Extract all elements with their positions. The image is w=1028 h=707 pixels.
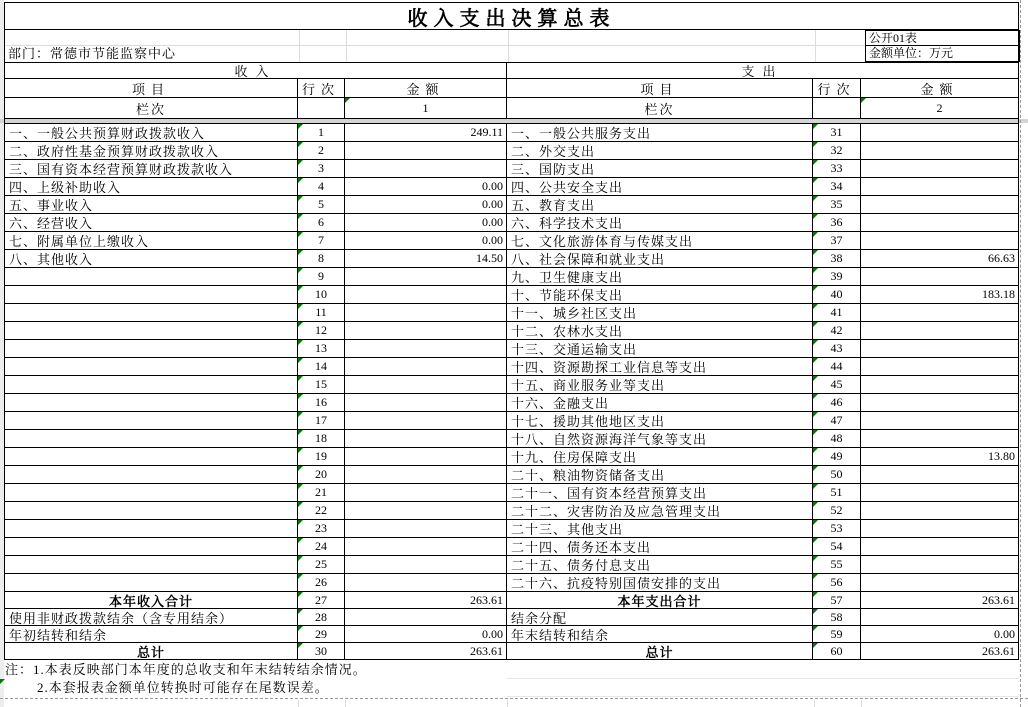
comment-marker-icon: [0, 679, 5, 684]
income-item-header: 项目: [5, 79, 298, 98]
expenditure-item-cell: 四、公共安全支出: [507, 178, 813, 196]
expenditure-column-index-empty: [813, 98, 861, 119]
expenditure-amount-cell: [861, 178, 1018, 196]
gridline: [298, 700, 299, 707]
expenditure-item-header: 项目: [507, 79, 813, 98]
income-amount-cell: [345, 358, 507, 376]
expenditure-line-cell: 54: [813, 538, 861, 556]
gridline: [345, 700, 346, 707]
income-amount-cell: 0.00: [345, 214, 507, 232]
expenditure-item-cell: 二十六、抗疫特别国债安排的支出: [507, 574, 813, 592]
expenditure-line-cell: 43: [813, 340, 861, 358]
income-amount-cell: 263.61: [345, 592, 507, 609]
expenditure-column-index-label: 栏次: [507, 98, 813, 119]
expenditure-item-cell: 十六、金融支出: [507, 394, 813, 412]
expenditure-amount-cell: [861, 502, 1018, 520]
expenditure-amount-cell: [861, 484, 1018, 502]
expenditure-amount-cell: [861, 394, 1018, 412]
income-item-cell: [5, 394, 298, 412]
income-line-cell: 6: [298, 214, 345, 232]
income-line-cell: 27: [298, 592, 345, 609]
expenditure-item-cell: 十四、资源勘探工业信息等支出: [507, 358, 813, 376]
expenditure-line-cell: 60: [813, 643, 861, 659]
expenditure-amount-cell: [861, 214, 1018, 232]
gridline: [346, 30, 347, 62]
expenditure-amount-cell: [861, 196, 1018, 214]
expenditure-amount-cell: [861, 556, 1018, 574]
expenditure-amount-cell: [861, 232, 1018, 250]
expenditure-item-cell: 二、外交支出: [507, 142, 813, 160]
income-item-cell: 本年收入合计: [5, 592, 298, 609]
income-line-cell: 2: [298, 142, 345, 160]
income-line-cell: 4: [298, 178, 345, 196]
expenditure-item-cell: 五、教育支出: [507, 196, 813, 214]
income-line-cell: 8: [298, 250, 345, 268]
income-line-cell: 3: [298, 160, 345, 178]
expenditure-amount-cell: [861, 609, 1018, 626]
income-item-cell: [5, 556, 298, 574]
income-amount-cell: 0.00: [345, 626, 507, 643]
income-line-header: 行次: [298, 79, 345, 98]
expenditure-amount-cell: [861, 304, 1018, 322]
department-label: 部门：常德市节能监察中心: [8, 46, 177, 61]
income-column-index-value: 1: [345, 98, 507, 119]
sheet-number-label: 公开01表: [866, 31, 1019, 46]
gridline: [814, 700, 815, 707]
income-item-cell: 五、事业收入: [5, 196, 298, 214]
expenditure-item-cell: 二十二、灾害防治及应急管理支出: [507, 502, 813, 520]
income-line-cell: 15: [298, 376, 345, 394]
expenditure-line-header: 行次: [813, 79, 861, 98]
expenditure-item-cell: 结余分配: [507, 609, 813, 626]
expenditure-item-cell: 一、一般公共服务支出: [507, 124, 813, 142]
expenditure-line-cell: 41: [813, 304, 861, 322]
expenditure-amount-cell: [861, 160, 1018, 178]
income-item-cell: [5, 376, 298, 394]
income-line-cell: 10: [298, 286, 345, 304]
income-amount-cell: [345, 286, 507, 304]
income-amount-header: 金额: [345, 79, 507, 98]
income-item-cell: 使用非财政拨款结余（含专用结余）: [5, 609, 298, 626]
income-item-cell: [5, 268, 298, 286]
expenditure-amount-cell: [861, 268, 1018, 286]
income-line-cell: 1: [298, 124, 345, 142]
separator-band-extension: [0, 119, 4, 123]
expenditure-amount-cell: 263.61: [861, 592, 1018, 609]
income-item-cell: [5, 538, 298, 556]
note-line-2: 2.本套报表金额单位转换时可能存在尾数误差。: [37, 680, 329, 695]
income-column-index-empty: [298, 98, 345, 119]
income-item-cell: [5, 502, 298, 520]
income-line-cell: 11: [298, 304, 345, 322]
expenditure-item-cell: 三、国防支出: [507, 160, 813, 178]
expenditure-line-cell: 31: [813, 124, 861, 142]
income-item-cell: 八、其他收入: [5, 250, 298, 268]
expenditure-line-cell: 40: [813, 286, 861, 304]
gridline: [508, 30, 509, 62]
income-line-cell: 30: [298, 643, 345, 659]
income-item-cell: [5, 358, 298, 376]
income-section-header: 收入: [5, 63, 507, 79]
income-line-cell: 5: [298, 196, 345, 214]
income-line-cell: 7: [298, 232, 345, 250]
expenditure-item-cell: 七、文化旅游体育与传媒支出: [507, 232, 813, 250]
expenditure-item-cell: 本年支出合计: [507, 592, 813, 609]
gridline: [861, 700, 862, 707]
income-amount-cell: [345, 502, 507, 520]
income-amount-cell: [345, 322, 507, 340]
page-break-line-horizontal: [0, 698, 1028, 699]
income-item-cell: [5, 430, 298, 448]
expenditure-item-cell: 九、卫生健康支出: [507, 268, 813, 286]
income-item-cell: [5, 448, 298, 466]
page-title: 收入支出决算总表: [4, 2, 1019, 30]
expenditure-item-cell: 二十四、债务还本支出: [507, 538, 813, 556]
income-amount-cell: [345, 520, 507, 538]
expenditure-item-cell: 二十、粮油物资储备支出: [507, 466, 813, 484]
report-info-rows: [4, 30, 1019, 62]
expenditure-line-cell: 53: [813, 520, 861, 538]
income-item-cell: [5, 286, 298, 304]
expenditure-amount-cell: [861, 322, 1018, 340]
expenditure-amount-cell: 13.80: [861, 448, 1018, 466]
income-amount-cell: [345, 268, 507, 286]
expenditure-line-cell: 35: [813, 196, 861, 214]
gridline: [299, 30, 300, 62]
income-item-cell: 三、国有资本经营预算财政拨款收入: [5, 160, 298, 178]
expenditure-item-cell: 总计: [507, 643, 813, 659]
income-line-cell: 23: [298, 520, 345, 538]
expenditure-item-cell: 二十三、其他支出: [507, 520, 813, 538]
expenditure-column-index-value: 2: [861, 98, 1018, 119]
expenditure-line-cell: 55: [813, 556, 861, 574]
income-amount-cell: [345, 574, 507, 592]
unit-label: 金额单位：万元: [869, 46, 954, 60]
income-item-cell: [5, 574, 298, 592]
expenditure-item-cell: 二十五、债务付息支出: [507, 556, 813, 574]
income-expenditure-table: [4, 62, 1019, 660]
expenditure-line-cell: 57: [813, 592, 861, 609]
income-line-cell: 22: [298, 502, 345, 520]
income-item-cell: [5, 340, 298, 358]
income-amount-cell: 0.00: [345, 196, 507, 214]
expenditure-item-cell: 八、社会保障和就业支出: [507, 250, 813, 268]
expenditure-line-cell: 36: [813, 214, 861, 232]
expenditure-line-cell: 52: [813, 502, 861, 520]
expenditure-amount-cell: [861, 412, 1018, 430]
expenditure-item-cell: 十、节能环保支出: [507, 286, 813, 304]
expenditure-section-header: 支出: [507, 63, 1018, 79]
income-amount-cell: 14.50: [345, 250, 507, 268]
expenditure-amount-cell: [861, 124, 1018, 142]
expenditure-item-cell: 十三、交通运输支出: [507, 340, 813, 358]
expenditure-item-cell: 年末结转和结余: [507, 626, 813, 643]
income-amount-cell: 263.61: [345, 643, 507, 659]
income-line-cell: 16: [298, 394, 345, 412]
gridline: [815, 30, 816, 62]
expenditure-amount-cell: [861, 574, 1018, 592]
expenditure-item-cell: 十五、商业服务业等支出: [507, 376, 813, 394]
expenditure-amount-cell: [861, 142, 1018, 160]
income-amount-cell: [345, 466, 507, 484]
gridline: [507, 696, 1019, 697]
income-item-cell: [5, 304, 298, 322]
income-line-cell: 24: [298, 538, 345, 556]
expenditure-amount-cell: [861, 358, 1018, 376]
expenditure-amount-header: 金额: [861, 79, 1018, 98]
expenditure-amount-cell: 66.63: [861, 250, 1018, 268]
expenditure-amount-cell: [861, 466, 1018, 484]
income-amount-cell: [345, 340, 507, 358]
expenditure-item-cell: 十八、自然资源海洋气象等支出: [507, 430, 813, 448]
expenditure-amount-cell: 183.18: [861, 286, 1018, 304]
income-line-cell: 9: [298, 268, 345, 286]
expenditure-line-cell: 49: [813, 448, 861, 466]
expenditure-line-cell: 50: [813, 466, 861, 484]
income-item-cell: [5, 520, 298, 538]
expenditure-line-cell: 32: [813, 142, 861, 160]
expenditure-item-cell: 二十一、国有资本经营预算支出: [507, 484, 813, 502]
income-item-cell: 四、上级补助收入: [5, 178, 298, 196]
expenditure-line-cell: 42: [813, 322, 861, 340]
income-line-cell: 19: [298, 448, 345, 466]
expenditure-line-cell: 56: [813, 574, 861, 592]
income-amount-cell: [345, 609, 507, 626]
income-amount-cell: [345, 376, 507, 394]
income-amount-cell: [345, 304, 507, 322]
income-line-cell: 28: [298, 609, 345, 626]
income-item-cell: [5, 466, 298, 484]
expenditure-item-cell: 十七、援助其他地区支出: [507, 412, 813, 430]
expenditure-amount-cell: [861, 520, 1018, 538]
expenditure-line-cell: 37: [813, 232, 861, 250]
sheet-meta-box: [865, 30, 1020, 62]
expenditure-item-cell: 六、科学技术支出: [507, 214, 813, 232]
income-amount-cell: [345, 412, 507, 430]
note-line-1: 注：1.本表反映部门本年度的总收支和年末结转结余情况。: [5, 662, 367, 677]
gridline: [507, 678, 1019, 679]
expenditure-amount-cell: [861, 430, 1018, 448]
income-column-index-label: 栏次: [5, 98, 298, 119]
expenditure-amount-cell: [861, 376, 1018, 394]
income-amount-cell: [345, 556, 507, 574]
expenditure-line-cell: 44: [813, 358, 861, 376]
income-line-cell: 17: [298, 412, 345, 430]
expenditure-line-cell: 33: [813, 160, 861, 178]
expenditure-line-cell: 58: [813, 609, 861, 626]
expenditure-amount-cell: 0.00: [861, 626, 1018, 643]
income-item-cell: [5, 412, 298, 430]
income-line-cell: 14: [298, 358, 345, 376]
income-amount-cell: [345, 538, 507, 556]
income-item-cell: 七、附属单位上缴收入: [5, 232, 298, 250]
income-line-cell: 20: [298, 466, 345, 484]
income-line-cell: 18: [298, 430, 345, 448]
income-amount-cell: [345, 448, 507, 466]
income-item-cell: [5, 322, 298, 340]
income-amount-cell: 249.11: [345, 124, 507, 142]
expenditure-item-cell: 十二、农林水支出: [507, 322, 813, 340]
income-line-cell: 29: [298, 626, 345, 643]
expenditure-line-cell: 47: [813, 412, 861, 430]
income-item-cell: 一、一般公共预算财政拨款收入: [5, 124, 298, 142]
expenditure-line-cell: 45: [813, 376, 861, 394]
income-line-cell: 12: [298, 322, 345, 340]
expenditure-item-cell: 十一、城乡社区支出: [507, 304, 813, 322]
income-line-cell: 25: [298, 556, 345, 574]
page-break-line-vertical: [1020, 0, 1021, 707]
income-item-cell: 总计: [5, 643, 298, 659]
expenditure-line-cell: 46: [813, 394, 861, 412]
income-amount-cell: [345, 160, 507, 178]
income-amount-cell: [345, 394, 507, 412]
income-amount-cell: 0.00: [345, 232, 507, 250]
expenditure-line-cell: 39: [813, 268, 861, 286]
income-amount-cell: 0.00: [345, 178, 507, 196]
income-amount-cell: [345, 430, 507, 448]
income-item-cell: 六、经营收入: [5, 214, 298, 232]
expenditure-amount-cell: 263.61: [982, 643, 1015, 658]
expenditure-item-cell: 十九、住房保障支出: [507, 448, 813, 466]
expenditure-amount-cell: [861, 538, 1018, 556]
income-amount-cell: [345, 142, 507, 160]
income-amount-cell: [345, 484, 507, 502]
income-item-cell: 二、政府性基金预算财政拨款收入: [5, 142, 298, 160]
expenditure-line-cell: 48: [813, 430, 861, 448]
expenditure-line-cell: 34: [813, 178, 861, 196]
expenditure-amount-cell: [861, 340, 1018, 358]
income-line-cell: 13: [298, 340, 345, 358]
expenditure-line-cell: 38: [813, 250, 861, 268]
income-item-cell: [5, 484, 298, 502]
expenditure-line-cell: 59: [813, 626, 861, 643]
income-item-cell: 年初结转和结余: [5, 626, 298, 643]
income-line-cell: 21: [298, 484, 345, 502]
income-line-cell: 26: [298, 574, 345, 592]
expenditure-line-cell: 51: [813, 484, 861, 502]
gridline: [507, 700, 508, 707]
